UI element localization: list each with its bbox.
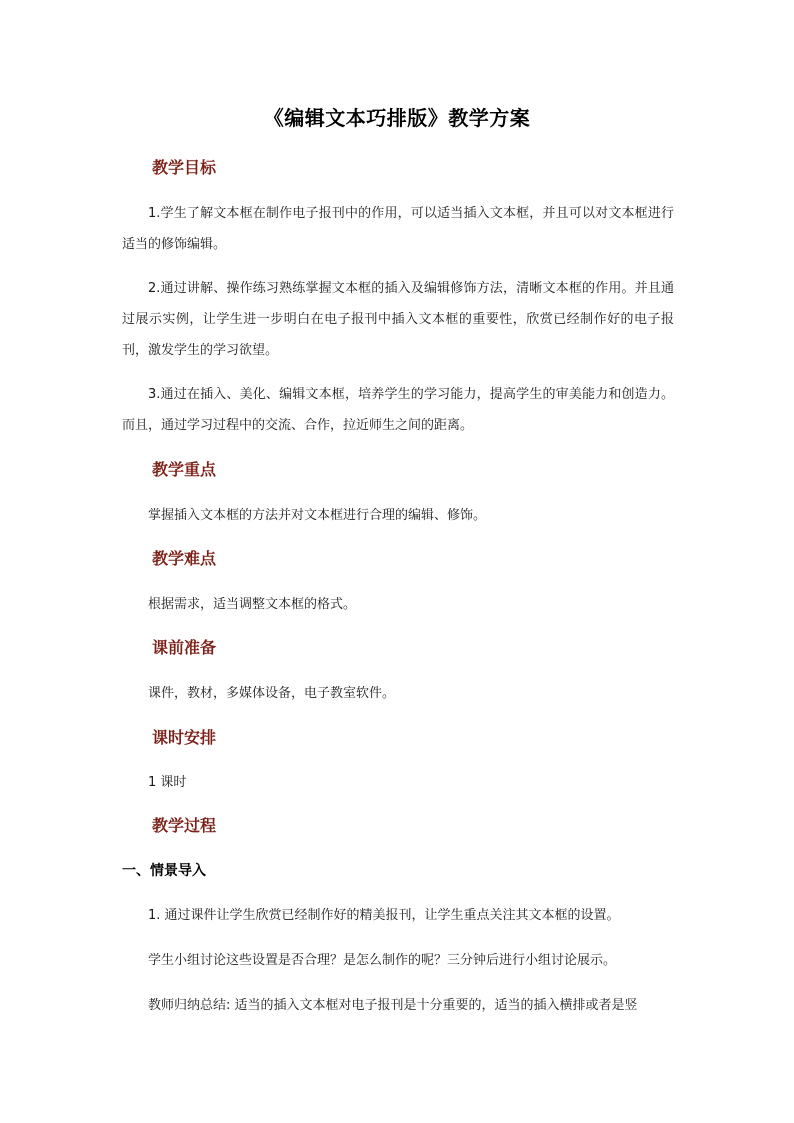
schedule-text: 1 课时 [148,775,187,790]
key-points-text: 掌握插入文本框的方法并对文本框进行合理的编辑、修饰。 [148,508,487,523]
process-subheading: 一、情景导入 [122,863,206,879]
process-line-3: 教师归纳总结: 适当的插入文本框对电子报刊是十分重要的，适当的插入横排或者是竖 [148,998,638,1013]
heading-difficulties: 教学难点 [152,549,217,568]
heading-schedule: 课时安排 [152,728,217,747]
process-line-1: 1. 通过课件让学生欣赏已经制作好的精美报刊，让学生重点关注其文本框的设置。 [148,908,620,923]
heading-process: 教学过程 [152,816,217,835]
preparation-text: 课件，教材，多媒体设备，电子教室软件。 [148,686,396,701]
objective-item-2: 2.通过讲解、操作练习熟练掌握文本框的插入及编辑修饰方法，清晰文本框的作用。并且通过展示实例，让学生进一步明白在电子报刊中插入文本框的重要性，欣赏已经制作好的电子报刊，激发学生的学习欲望。 [122,281,674,358]
difficulties-text: 根据需求，适当调整文本框的格式。 [148,597,357,612]
objective-item-3: 3.通过在插入、美化、编辑文本框，培养学生的学习能力，提高学生的审美能力和创造力。而且，通过学习过程中的交流、合作，拉近师生之间的距离。 [122,387,674,433]
objective-item-1: 1.学生了解文本框在制作电子报刊中的作用，可以适当插入文本框，并且可以对文本框进行适当的修饰编辑。 [122,206,674,252]
heading-objectives: 教学目标 [152,158,217,177]
process-line-2: 学生小组讨论这些设置是否合理？是怎么制作的呢？三分钟后进行小组讨论展示。 [148,953,617,968]
heading-key-points: 教学重点 [152,460,217,479]
heading-preparation: 课前准备 [152,638,217,657]
document-title: 《编辑文本巧排版》教学方案 [263,106,531,130]
